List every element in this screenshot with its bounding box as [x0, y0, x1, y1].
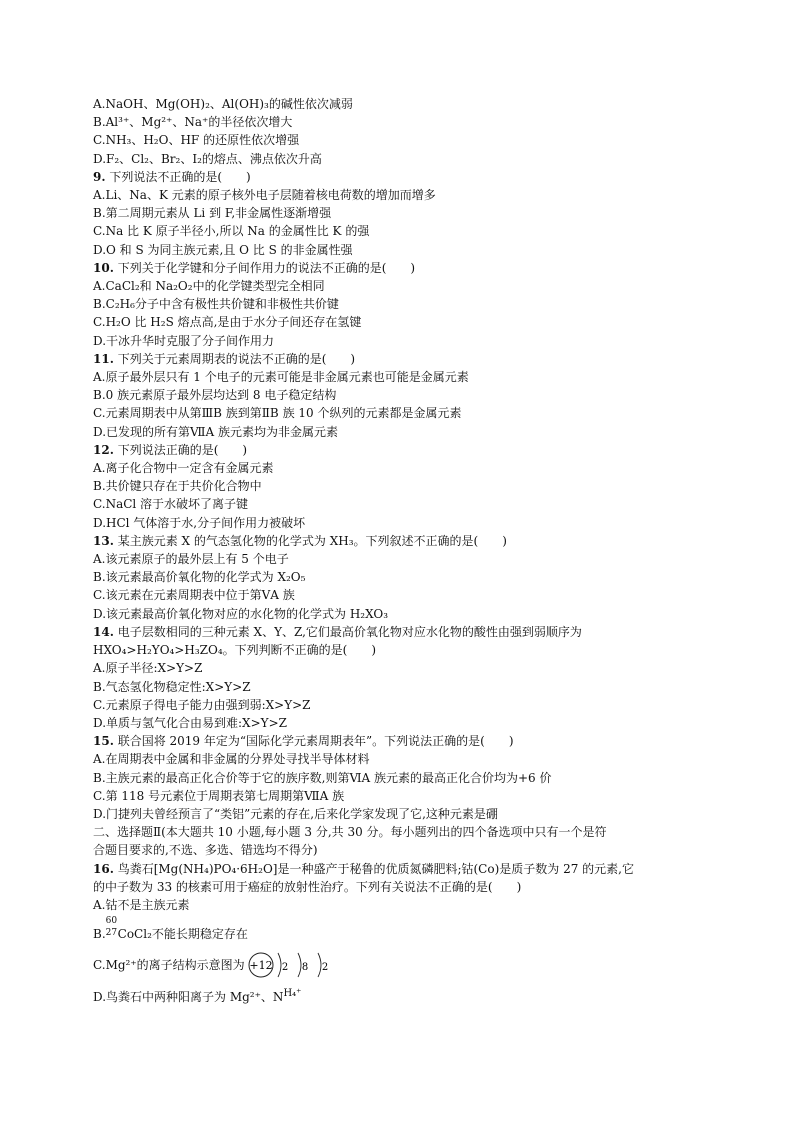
- option-14d: D.单质与氢气化合由易到难:X>Y>Z: [93, 715, 287, 730]
- question-13: [93, 532, 713, 623]
- option-12d: D.HCl 气体溶于水,分子间作用力被破坏: [93, 515, 306, 530]
- shell-arc-3: [318, 953, 321, 977]
- option-15b: B.主族元素的最高正化合价等于它的族序数,则第ⅥA 族元素的最高正化合价均为+6 价: [93, 770, 552, 785]
- question-11-stem: 11. 下列关于元素周期表的说法不正确的是( ): [93, 351, 356, 366]
- question-13-stem: 13. 某主族元素 X 的气态氢化物的化学式为 XH₃。下列叙述不正确的是( ): [93, 533, 507, 548]
- option-10d: D.干冰升华时克服了分子间作用力: [93, 333, 275, 348]
- option-14b: B.气态氢化物稳定性:X>Y>Z: [93, 679, 251, 694]
- question-9: [93, 168, 713, 259]
- option-11c: C.元素周期表中从第ⅢB 族到第ⅡB 族 10 个纵列的元素都是金属元素: [93, 406, 462, 421]
- option-11b: B.0 族元素原子最外层均达到 8 电子稳定结构: [93, 388, 337, 403]
- shell-arc-1: [278, 953, 281, 977]
- question-15: [93, 732, 713, 823]
- option-8b: B.Al³⁺、Mg²⁺、Na⁺的半径依次增大: [93, 115, 293, 130]
- question-10: [93, 259, 713, 350]
- option-16b: [93, 916, 713, 943]
- option-12c: C.NaCl 溶于水破坏了离子键: [93, 497, 249, 512]
- option-9a: A.Li、Na、K 元素的原子核外电子层随着核电荷数的增加而增多: [93, 188, 436, 203]
- shell-2-electrons: 8: [301, 962, 308, 974]
- option-14a: A.原子半径:X>Y>Z: [93, 661, 203, 676]
- option-8d: D.F₂、Cl₂、Br₂、I₂的熔点、沸点依次升高: [93, 151, 322, 166]
- exam-page: [93, 95, 713, 1007]
- nucleus-charge: +12: [249, 959, 273, 973]
- option-16b-text: CoCl₂不能长期稳定存在: [117, 927, 248, 942]
- question-8-options: [93, 95, 713, 168]
- option-15c: C.第 118 号元素位于周期表第七周期第ⅦA 族: [93, 788, 345, 803]
- option-12b: B.共价键只存在于共价化合物中: [93, 479, 262, 494]
- mg-ion-structure-diagram: [247, 947, 333, 983]
- shell-3-electrons: 2: [321, 962, 328, 974]
- option-16c: [93, 945, 713, 985]
- option-15a: A.在周期表中金属和非金属的分界处寻找半导体材料: [93, 752, 370, 767]
- section-2-line-1: 二、选择题Ⅱ(本大题共 10 小题,每小题 3 分,共 30 分。每小题列出的四个备选项中只有一个是符: [93, 825, 607, 840]
- section-2-heading: [93, 823, 713, 859]
- question-14-stem-line-2: HXO₄>H₂YO₄>H₃ZO₄。下列判断不正确的是( ): [93, 643, 377, 658]
- isotope-mass-number: 60: [105, 916, 118, 927]
- option-11d: D.已发现的所有第ⅦA 族元素均为非金属元素: [93, 424, 338, 439]
- question-10-stem: 10. 下列关于化学键和分子间作用力的说法不正确的是( ): [93, 260, 416, 275]
- option-9c: C.Na 比 K 原子半径小,所以 Na 的金属性比 K 的强: [93, 224, 370, 239]
- option-12a: A.离子化合物中一定含有金属元素: [93, 461, 274, 476]
- option-13d: D.该元素最高价氧化物对应的水化物的化学式为 H₂XO₃: [93, 606, 389, 621]
- shell-1-electrons: 2: [281, 962, 288, 974]
- option-16d-text: D.鸟粪石中两种阳离子为 Mg²⁺、N: [93, 990, 284, 1005]
- option-16b-prefix: B.: [93, 927, 106, 942]
- question-16: [93, 860, 713, 1007]
- option-8c: C.NH₃、H₂O、HF 的还原性依次增强: [93, 133, 300, 148]
- option-10a: A.CaCl₂和 Na₂O₂中的化学键类型完全相同: [93, 279, 325, 294]
- question-14-stem-line-1: 14. 电子层数相同的三种元素 X、Y、Z,它们最高价氧化物对应水化物的酸性由强到弱顺序为: [93, 624, 582, 639]
- option-9b: B.第二周期元素从 Li 到 F,非金属性逐渐增强: [93, 206, 332, 221]
- option-11a: A.原子最外层只有 1 个电子的元素可能是非金属元素也可能是金属元素: [93, 370, 469, 385]
- section-2-line-2: 合题目要求的,不选、多选、错选均不得分): [93, 843, 318, 858]
- isotope-atomic-number: 27: [105, 928, 118, 939]
- question-9-stem: 9. 下列说法不正确的是( ): [93, 169, 251, 184]
- question-15-stem: 15. 联合国将 2019 年定为“国际化学元素周期表年”。下列说法正确的是( ): [93, 734, 514, 749]
- option-13b: B.该元素最高价氧化物的化学式为 X₂O₅: [93, 570, 306, 585]
- option-16d-tail: H₄⁺: [283, 988, 302, 1000]
- question-16-stem-line-2: 的中子数为 33 的核素可用于癌症的放射性治疗。下列有关说法不正确的是( ): [93, 879, 522, 894]
- cobalt-isotope-label: [105, 916, 118, 939]
- option-16d: [93, 985, 713, 1006]
- option-8a: A.NaOH、Mg(OH)₂、Al(OH)₃的碱性依次减弱: [93, 97, 353, 111]
- question-16-stem-line-1: 16. 鸟粪石[Mg(NH₄)PO₄·6H₂O]是一种盛产于秘鲁的优质氮磷肥料;钴(Co)是质子数为 27 的元素,它: [93, 861, 634, 876]
- option-16a: A.钴不是主族元素: [93, 897, 190, 912]
- option-10c: C.H₂O 比 H₂S 熔点高,是由于水分子间还存在氢键: [93, 315, 362, 330]
- question-12-stem: 12. 下列说法正确的是( ): [93, 442, 248, 457]
- option-13c: C.该元素在元素周期表中位于第ⅤA 族: [93, 588, 295, 603]
- option-15d: D.门捷列夫曾经预言了“类铝”元素的存在,后来化学家发现了它,这种元素是硼: [93, 806, 498, 821]
- question-12: [93, 441, 713, 532]
- option-14c: C.元素原子得电子能力由强到弱:X>Y>Z: [93, 697, 311, 712]
- shell-arc-2: [298, 953, 301, 977]
- option-16c-text: C.Mg²⁺的离子结构示意图为: [93, 958, 245, 973]
- question-11: [93, 350, 713, 441]
- option-10b: B.C₂H₆分子中含有极性共价键和非极性共价键: [93, 297, 339, 312]
- option-9d: D.O 和 S 为同主族元素,且 O 比 S 的非金属性强: [93, 242, 353, 257]
- option-13a: A.该元素原子的最外层上有 5 个电子: [93, 552, 289, 567]
- question-14: [93, 623, 713, 732]
